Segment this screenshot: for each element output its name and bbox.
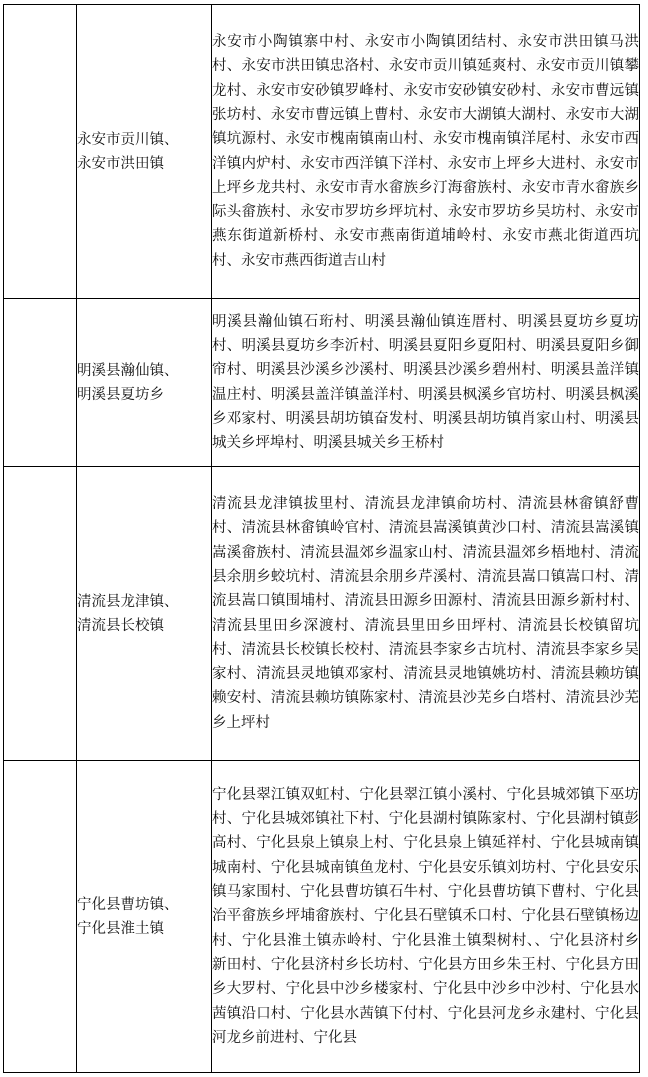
town-cell bbox=[77, 761, 212, 1073]
blank-cell bbox=[4, 761, 77, 1073]
village-list-cell bbox=[212, 5, 640, 299]
blank-cell bbox=[4, 467, 77, 761]
table-row bbox=[4, 5, 640, 299]
town-name: 明溪县夏坊乡 bbox=[77, 386, 164, 403]
blank-cell bbox=[4, 299, 77, 467]
town-name: 宁化县淮土镇 bbox=[77, 920, 164, 937]
table-row bbox=[4, 761, 640, 1073]
blank-cell bbox=[4, 5, 77, 299]
town-cell bbox=[77, 467, 212, 761]
village-list: 永安市小陶镇寨中村、永安市小陶镇团结村、永安市洪田镇马洪村、永安市洪田镇忠洛村、永安市贡川镇延爽村、永安市贡川镇攀龙村、永安市安砂镇罗峰村、永安市安砂镇安砂村、永安市曹远镇张坊村、永安市曹远镇上曹村、永安市大湖镇大湖村、永安市大湖镇坑源村、永安市槐南镇南山村、永安市槐南镇洋尾村、永安市西洋镇内炉村、永安市西洋镇下洋村、永安市上坪乡大进村、永安市上坪乡龙共村、永安市青水畲族乡汀海畲族村、永安市青水畲族乡际头畲族村、永安市罗坊乡坪坑村、永安市罗坊乡吴坊村、永安市燕东街道新桥村、永安市燕南街道埔岭村、永安市燕北街道西坑村、永安市燕西街道吉山村 bbox=[212, 34, 639, 269]
table-row bbox=[4, 467, 640, 761]
table-row bbox=[4, 299, 640, 467]
village-list: 清流县龙津镇拔里村、清流县龙津镇俞坊村、清流县林畲镇舒曹村、清流县林畲镇岭官村、清流县嵩溪镇黄沙口村、清流县嵩溪镇嵩溪畲族村、清流县温郊乡温家山村、清流县温郊乡梧地村、清流县余朋乡蛟坑村、清流县余朋乡芹溪村、清流县嵩口镇嵩口村、清流县嵩口镇围埔村、清流县田源乡田源村、清流县田源乡新村村、清流县里田乡深渡村、清流县里田乡田坪村、清流县长校镇留坑村、清流县长校镇长校村、清流县李家乡古坑村、清流县李家乡吴家村、清流县灵地镇邓家村、清流县灵地镇姚坊村、清流县赖坊镇赖安村、清流县赖坊镇陈家村、清流县沙芜乡白塔村、清流县沙芜乡上坪村 bbox=[212, 496, 639, 731]
town-cell bbox=[77, 5, 212, 299]
village-list: 明溪县瀚仙镇石珩村、明溪县瀚仙镇连厝村、明溪县夏坊乡夏坊村、明溪县夏坊乡李沂村、明溪县夏阳乡夏阳村、明溪县夏阳乡御帘村、明溪县沙溪乡沙溪村、明溪县沙溪乡碧州村、明溪县盖洋镇温庄村、明溪县盖洋镇盖洋村、明溪县枫溪乡官坊村、明溪县枫溪乡邓家村、明溪县胡坊镇奋发村、明溪县胡坊镇肖家山村、明溪县城关乡坪埠村、明溪县城关乡王桥村 bbox=[212, 313, 639, 452]
village-list-cell bbox=[212, 299, 640, 467]
village-list: 宁化县翠江镇双虹村、宁化县翠江镇小溪村、宁化县城郊镇下巫坊村、宁化县城郊镇社下村、宁化县湖村镇陈家村、宁化县湖村镇彭高村、宁化县泉上镇泉上村、宁化县泉上镇延祥村、宁化县城南镇城南村、宁化县城南镇鱼龙村、宁化县安乐镇刘坊村、宁化县安乐镇马家围村、宁化县曹坊镇石牛村、宁化县曹坊镇下曹村、宁化县治平畲族乡坪埔畲族村、宁化县石壁镇禾口村、宁化县石壁镇杨边村、宁化县淮土镇赤岭村、宁化县淮土镇梨树村、、宁化县济村乡新田村、宁化县济村乡长坊村、宁化县方田乡朱王村、宁化县方田乡大罗村、宁化县中沙乡楼家村、宁化县中沙乡中沙村、宁化县水茜镇沿口村、宁化县水茜镇下付村、宁化县河龙乡永建村、宁化县河龙乡前进村、宁化县 bbox=[212, 786, 639, 1046]
village-list-cell bbox=[212, 467, 640, 761]
town-name: 永安市洪田镇 bbox=[77, 155, 164, 172]
town-name: 永安市贡川镇、 bbox=[77, 131, 179, 148]
town-name: 清流县龙津镇、 bbox=[77, 593, 179, 610]
town-cell bbox=[77, 299, 212, 467]
village-list-cell bbox=[212, 761, 640, 1073]
town-name: 明溪县瀚仙镇、 bbox=[77, 362, 179, 379]
town-name: 宁化县曹坊镇、 bbox=[77, 896, 179, 913]
town-name: 清流县长校镇 bbox=[77, 617, 164, 634]
village-table bbox=[3, 4, 640, 1073]
